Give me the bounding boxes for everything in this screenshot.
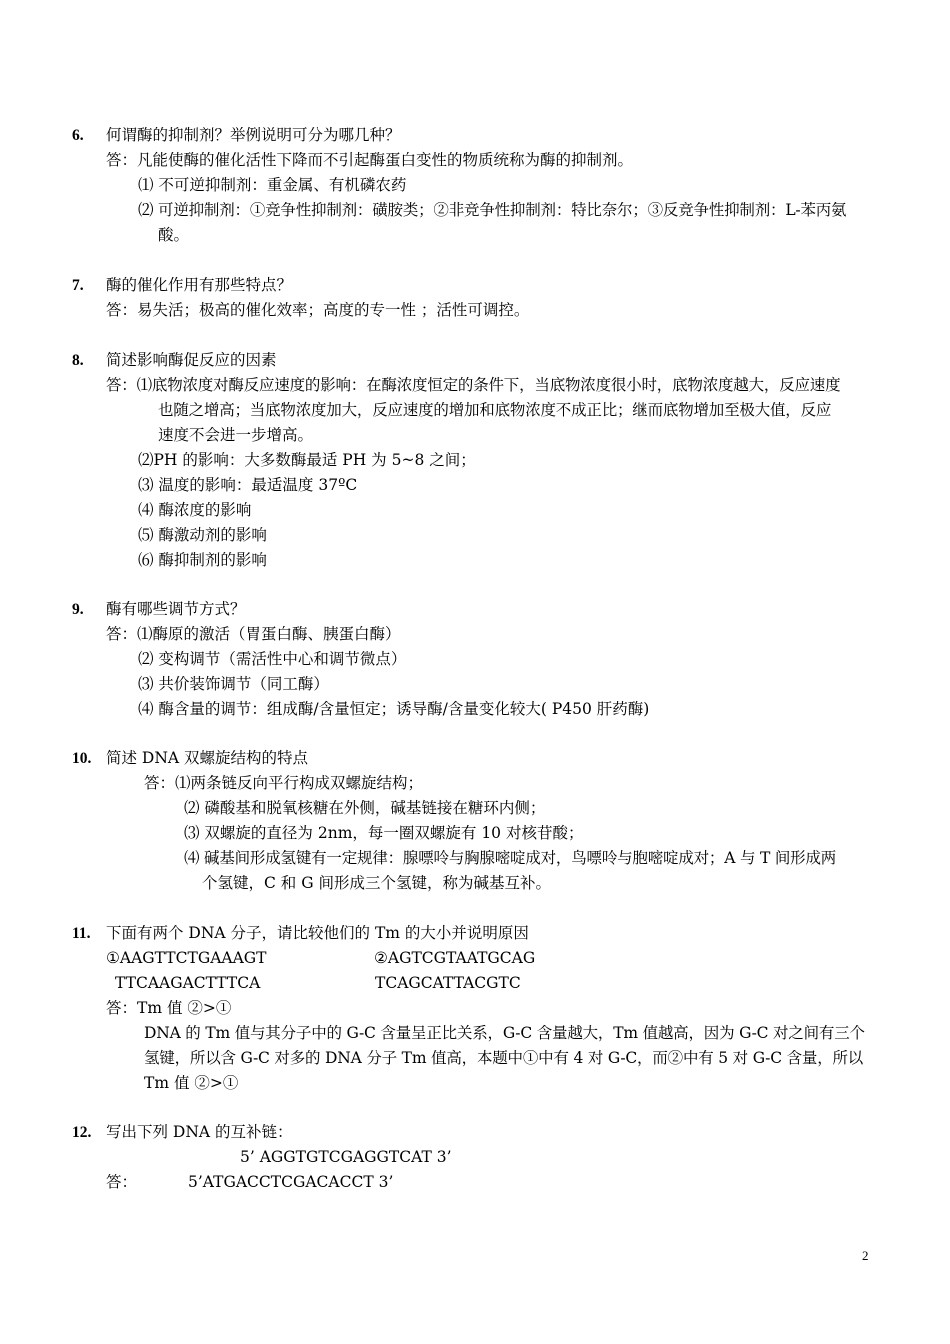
question-text: 何谓酶的抑制剂？举例说明可分为哪几种？ — [106, 126, 401, 144]
answer-explanation: DNA 的 Tm 值与其分子中的 G-C 含量呈正比关系，G-C 含量越大，Tm 值越高，因为 G-C 对之间有三个 — [144, 1024, 865, 1042]
answer-item: ⑵ 磷酸基和脱氧核糖在外侧，碱基链接在糖环内侧； — [184, 799, 546, 817]
question-number: 11. — [72, 925, 91, 942]
answer-item: ⑴ 不可逆抑制剂：重金属、有机磷农药 — [138, 176, 407, 194]
question-11 — [72, 921, 878, 1096]
dna-sequence: TCAGCATTACGTC — [375, 974, 521, 992]
question-text: 酶有哪些调节方式？ — [106, 600, 246, 618]
question-text: 写出下列 DNA 的互补链： — [106, 1123, 293, 1141]
question-7 — [72, 273, 878, 323]
answer-item: 答：⑴两条链反向平行构成双螺旋结构； — [144, 774, 424, 792]
dna-sequence: TTCAAGACTTTCA — [115, 974, 261, 992]
question-12 — [72, 1120, 878, 1195]
dna-sequence-answer: 5’ATGACCTCGACACCT 3’ — [188, 1173, 394, 1191]
answer-item: ⑶ 温度的影响：最适温度 37ºC — [138, 476, 358, 494]
question-text: 下面有两个 DNA 分子，请比较他们的 Tm 的大小并说明原因 — [106, 924, 529, 942]
answer-text: 答：凡能使酶的催化活性下降而不引起酶蛋白变性的物质统称为酶的抑制剂。 — [106, 151, 634, 169]
answer-text: 答：⑴底物浓度对酶反应速度的影响：在酶浓度恒定的条件下，当底物浓度很小时，底物浓度越大，反应速度 — [106, 376, 841, 394]
answer-item: ⑹ 酶抑制剂的影响 — [138, 551, 267, 569]
dna-sequence-given: 5’ AGGTGTCGAGGTCAT 3’ — [240, 1148, 452, 1166]
answer-item: ⑷ 酶含量的调节：组成酶/含量恒定；诱导酶/含量变化较大( P450 肝药酶) — [138, 700, 650, 718]
answer-item: ⑵ 可逆抑制剂：①竞争性抑制剂：磺胺类；②非竞争性抑制剂：特比奈尔；③反竞争性抑制剂：L-苯丙氨 — [138, 201, 847, 219]
question-text: 酶的催化作用有那些特点？ — [106, 276, 293, 294]
dna-sequence: ②AGTCGTAATGCAG — [374, 949, 536, 967]
answer-item: ⑵PH 的影响：大多数酶最适 PH 为 5~8 之间； — [138, 451, 476, 469]
dna-sequence: ①AAGTTCTGAAAGT — [106, 949, 267, 967]
answer-label: 答： — [106, 1173, 138, 1191]
question-number: 9. — [72, 601, 84, 618]
question-number: 10. — [72, 750, 92, 767]
question-number: 6. — [72, 127, 84, 144]
answer-item-continuation: 酸。 — [158, 226, 190, 244]
question-9 — [72, 597, 878, 722]
question-6 — [72, 123, 878, 248]
answer-item: ⑷ 碱基间形成氢键有一定规律：腺嘌呤与胸腺嘧啶成对，鸟嘌呤与胞嘧啶成对；A 与 T 间形成两 — [184, 849, 837, 867]
answer-item: ⑵ 变构调节（需活性中心和调节微点） — [138, 650, 407, 668]
answer-item: ⑸ 酶激动剂的影响 — [138, 526, 267, 544]
answer-item-continuation: 个氢键，C 和 G 间形成三个氢键，称为碱基互补。 — [202, 874, 552, 892]
question-number: 8. — [72, 352, 84, 369]
answer-text: 也随之增高；当底物浓度加大，反应速度的增加和底物浓度不成正比；继而底物增加至极大值，反应 — [158, 401, 832, 419]
answer-item: ⑶ 双螺旋的直径为 2nm，每一圈双螺旋有 10 对核苷酸； — [184, 824, 584, 842]
answer-text: 答：Tm 值 ②>① — [106, 999, 232, 1017]
answer-item: ⑷ 酶浓度的影响 — [138, 501, 252, 519]
answer-item: 答：⑴酶原的激活（胃蛋白酶、胰蛋白酶） — [106, 625, 401, 643]
answer-explanation: 氢键，所以含 G-C 对多的 DNA 分子 Tm 值高，本题中①中有 4 对 G-C，而②中有 5 对 G-C 含量，所以 — [144, 1049, 864, 1067]
answer-explanation: Tm 值 ②>① — [144, 1074, 239, 1092]
question-10 — [72, 746, 878, 896]
page-number: 2 — [862, 1248, 869, 1263]
answer-text: 速度不会进一步增高。 — [158, 426, 314, 444]
question-text: 简述影响酶促反应的因素 — [106, 351, 277, 369]
answer-item: ⑶ 共价装饰调节（同工酶） — [138, 675, 329, 693]
question-text: 简述 DNA 双螺旋结构的特点 — [106, 749, 309, 767]
question-8 — [72, 348, 878, 573]
answer-text: 答：易失活；极高的催化效率；高度的专一性 ；活性可调控。 — [106, 301, 530, 319]
question-number: 12. — [72, 1124, 92, 1141]
question-number: 7. — [72, 277, 84, 294]
